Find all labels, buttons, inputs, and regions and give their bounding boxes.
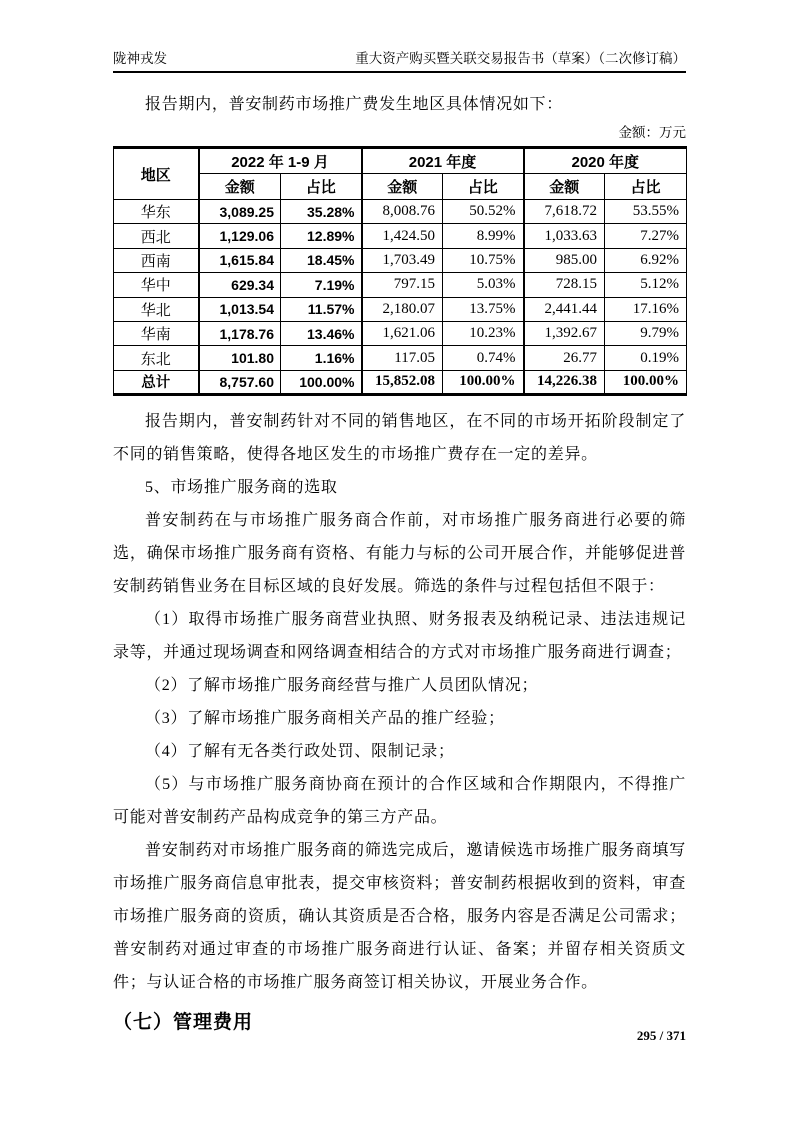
sub-header-amount-2022: 金额 bbox=[199, 174, 281, 200]
column-header-region: 地区 bbox=[114, 148, 199, 200]
table-row bbox=[114, 273, 687, 297]
table-row bbox=[114, 224, 687, 248]
value-cell: 1,013.54 bbox=[199, 297, 281, 321]
region-cell: 西南 bbox=[114, 248, 199, 272]
value-cell: 985.00 bbox=[524, 248, 605, 272]
value-cell: 100.00% bbox=[443, 370, 524, 394]
value-cell: 8.99% bbox=[443, 224, 524, 248]
value-cell: 53.55% bbox=[605, 200, 687, 224]
value-cell: 6.92% bbox=[605, 248, 687, 272]
value-cell: 1,178.76 bbox=[199, 321, 281, 345]
section-heading: （七）管理费用 bbox=[113, 1012, 254, 1034]
value-cell: 100.00% bbox=[281, 370, 362, 394]
region-cell: 华北 bbox=[114, 297, 199, 321]
body-paragraph-7: （4）了解有无各类行政处罚、限制记录； bbox=[145, 743, 455, 761]
value-cell: 1,621.06 bbox=[362, 321, 443, 345]
promotion-expense-table bbox=[113, 146, 687, 396]
value-cell: 5.03% bbox=[443, 273, 524, 297]
value-cell: 101.80 bbox=[199, 346, 281, 370]
table-unit-label: 金额：万元 bbox=[618, 125, 686, 140]
sub-header-ratio-2022: 占比 bbox=[281, 174, 362, 200]
region-cell: 华南 bbox=[114, 321, 199, 345]
body-paragraph-3: 普安制药在与市场推广服务商合作前，对市场推广服务商进行必要的筛选，确保市场推广服务商有资格、有能力与标的公司开展合作，并能够促进普安制药销售业务在目标区域的良好发展。筛选的条件与过程包括但不限于： bbox=[113, 512, 686, 596]
header-document-title: 重大资产购买暨关联交易报告书（草案）（二次修订稿） bbox=[355, 51, 686, 66]
body-paragraph-6: （3）了解市场推广服务商相关产品的推广经验； bbox=[145, 710, 505, 728]
body-paragraph-4: （1）取得市场推广服务商营业执照、财务报表及纳税记录、违法违规记录等，并通过现场调查和网络调查相结合的方式对市场推广服务商进行调查； bbox=[113, 611, 686, 662]
table-header-row-subs bbox=[114, 174, 687, 200]
running-header bbox=[113, 50, 686, 73]
value-cell: 12.89% bbox=[281, 224, 362, 248]
value-cell: 1,703.49 bbox=[362, 248, 443, 272]
value-cell: 11.57% bbox=[281, 297, 362, 321]
value-cell: 7.19% bbox=[281, 273, 362, 297]
region-cell: 华中 bbox=[114, 273, 199, 297]
region-cell: 西北 bbox=[114, 224, 199, 248]
value-cell: 0.74% bbox=[443, 346, 524, 370]
intro-paragraph: 报告期内，普安制药市场推广费发生地区具体情况如下： bbox=[145, 96, 564, 113]
value-cell: 1,615.84 bbox=[199, 248, 281, 272]
page-number: 295 / 371 bbox=[636, 1028, 686, 1043]
sub-header-ratio-2021: 占比 bbox=[443, 174, 524, 200]
value-cell: 2,180.07 bbox=[362, 297, 443, 321]
table-header bbox=[114, 148, 687, 200]
column-group-2021: 2021 年度 bbox=[362, 148, 524, 174]
table-row bbox=[114, 248, 687, 272]
table-header-row-groups bbox=[114, 148, 687, 174]
value-cell: 18.45% bbox=[281, 248, 362, 272]
table-row bbox=[114, 297, 687, 321]
value-cell: 1,424.50 bbox=[362, 224, 443, 248]
header-company-name: 陇神戎发 bbox=[113, 51, 167, 66]
column-group-2022: 2022 年 1-9 月 bbox=[199, 148, 362, 174]
value-cell: 629.34 bbox=[199, 273, 281, 297]
value-cell: 15,852.08 bbox=[362, 370, 443, 394]
value-cell: 13.75% bbox=[443, 297, 524, 321]
value-cell: 7.27% bbox=[605, 224, 687, 248]
value-cell: 5.12% bbox=[605, 273, 687, 297]
table-row bbox=[114, 321, 687, 345]
column-group-2020: 2020 年度 bbox=[524, 148, 687, 174]
body-paragraph-8: （5）与市场推广服务商协商在预计的合作区域和合作期限内，不得推广可能对普安制药产品构成竞争的第三方产品。 bbox=[113, 776, 686, 827]
table-row bbox=[114, 200, 687, 224]
body-paragraph-2: 5、市场推广服务商的选取 bbox=[145, 479, 338, 497]
value-cell: 117.05 bbox=[362, 346, 443, 370]
sub-header-ratio-2020: 占比 bbox=[605, 174, 687, 200]
body-paragraph-1: 报告期内，普安制药针对不同的销售地区，在不同的市场开拓阶段制定了不同的销售策略，使得各地区发生的市场推广费存在一定的差异。 bbox=[113, 413, 686, 464]
value-cell: 26.77 bbox=[524, 346, 605, 370]
body-paragraph-9: 普安制药对市场推广服务商的筛选完成后，邀请候选市场推广服务商填写市场推广服务商信息审批表，提交审核资料；普安制药根据收到的资料，审查市场推广服务商的资质，确认其资质是否合格，服务内容是否满足公司需求；普安制药对通过审查的市场推广服务商进行认证、备案；并留存相关资质文件；与认证合格的市场推广服务商签订相关协议，开展业务合作。 bbox=[113, 842, 686, 992]
value-cell: 728.15 bbox=[524, 273, 605, 297]
value-cell: 10.23% bbox=[443, 321, 524, 345]
value-cell: 0.19% bbox=[605, 346, 687, 370]
value-cell: 8,757.60 bbox=[199, 370, 281, 394]
table-row-total bbox=[114, 370, 687, 394]
value-cell: 1,129.06 bbox=[199, 224, 281, 248]
value-cell: 8,008.76 bbox=[362, 200, 443, 224]
region-cell: 华东 bbox=[114, 200, 199, 224]
value-cell: 10.75% bbox=[443, 248, 524, 272]
value-cell: 17.16% bbox=[605, 297, 687, 321]
value-cell: 100.00% bbox=[605, 370, 687, 394]
value-cell: 797.15 bbox=[362, 273, 443, 297]
table-row bbox=[114, 346, 687, 370]
sub-header-amount-2021: 金额 bbox=[362, 174, 443, 200]
value-cell: 13.46% bbox=[281, 321, 362, 345]
value-cell: 1,392.67 bbox=[524, 321, 605, 345]
value-cell: 2,441.44 bbox=[524, 297, 605, 321]
value-cell: 14,226.38 bbox=[524, 370, 605, 394]
page-content bbox=[113, 88, 686, 1036]
sub-header-amount-2020: 金额 bbox=[524, 174, 605, 200]
region-cell: 东北 bbox=[114, 346, 199, 370]
region-cell: 总计 bbox=[114, 370, 199, 394]
value-cell: 9.79% bbox=[605, 321, 687, 345]
value-cell: 50.52% bbox=[443, 200, 524, 224]
value-cell: 3,089.25 bbox=[199, 200, 281, 224]
value-cell: 35.28% bbox=[281, 200, 362, 224]
body-paragraph-5: （2）了解市场推广服务商经营与推广人员团队情况； bbox=[145, 677, 539, 695]
value-cell: 7,618.72 bbox=[524, 200, 605, 224]
value-cell: 1.16% bbox=[281, 346, 362, 370]
value-cell: 1,033.63 bbox=[524, 224, 605, 248]
region-table-body bbox=[114, 200, 687, 395]
